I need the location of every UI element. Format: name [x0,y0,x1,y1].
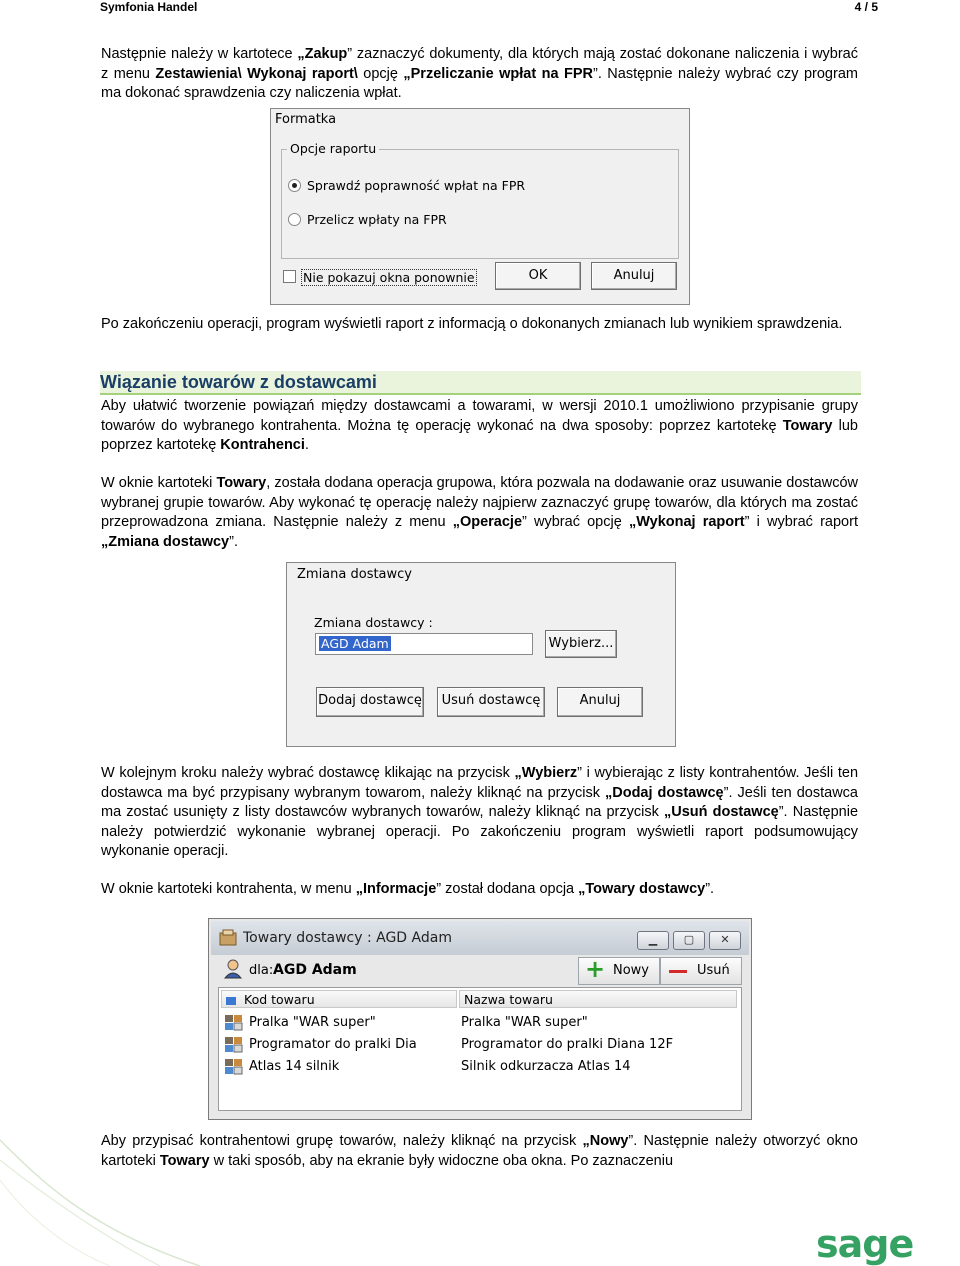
row-code: Programator do pralki Dia [249,1037,417,1052]
decorative-swoosh [0,1120,220,1266]
goods-group-icon [225,1059,243,1075]
row-name: Silnik odkurzacza Atlas 14 [461,1059,631,1074]
group-label: Opcje raportu [287,141,379,156]
goods-group-icon [225,1037,243,1053]
goods-group-icon [225,1015,243,1031]
supplier-input-value: AGD Adam [321,636,389,651]
option-check-label: Sprawdź poprawność wpłat na FPR [307,178,526,193]
plus-icon: + [585,955,606,983]
change-supplier-dialog [286,562,676,747]
dont-show-checkbox[interactable] [283,270,296,283]
page-header [100,0,878,15]
close-button[interactable] [709,931,741,950]
choose-button[interactable]: Wybierz... [545,630,617,658]
dialog-title: Zmiana dostawcy [297,567,413,582]
maximize-button[interactable] [673,931,705,950]
supplier-field-label: Zmiana dostawcy : [314,615,433,630]
dialog-title: Formatka [275,112,337,127]
paragraph-choose-supplier: W kolejnym kroku należy wybrać dostawcę klikając na przycisk „Wybierz” i wybierając z listy kontrahentów. Jeśli ten dostawca ma być przypisany wybranym towarom, należy kliknąć na przycisk „Dodaj dostawcę”. Jeśli ten dostawca ma zostać usunięty z listy dostawców wybranych towarów, należy kliknąć na przycisk „Usuń dostawcę”. Następnie należy potwierdzić wykonanie wybranej operacji. Po zakończeniu program wyświetli raport podsumowujący wykonanie operacji. [101,765,859,859]
header-title: Symfonia Handel [100,0,198,14]
remove-button[interactable]: Usuń [660,957,742,985]
table-row[interactable] [219,1012,741,1034]
new-button[interactable]: + Nowy [578,957,660,985]
page-number: 4 / 5 [854,0,878,14]
goods-list[interactable] [218,987,742,1111]
user-icon [223,959,243,979]
minimize-icon: ▁ [648,933,658,946]
row-name: Programator do pralki Diana 12F [461,1037,674,1052]
sage-logo: sage [816,1222,914,1266]
close-icon: ✕ [720,933,730,946]
supplier-input[interactable] [315,633,533,655]
remove-supplier-button[interactable]: Usuń dostawcę [437,687,545,717]
for-label: dla: [249,963,274,978]
cancel-button[interactable]: Anuluj [591,262,677,290]
radio-check-payments[interactable] [288,179,301,192]
option-recalc-label: Przelicz wpłaty na FPR [307,212,447,227]
window-app-icon [219,929,237,947]
supplier-goods-window [208,918,752,1120]
formatka-dialog [270,108,690,305]
table-row[interactable] [219,1034,741,1056]
ok-button[interactable]: OK [495,262,581,290]
paragraph-assign-group: Aby przypisać kontrahentowi grupę towarów, należy kliknąć na przycisk „Nowy”. Następnie należy otworzyć okno kartoteki Towary w taki sposób, aby na ekranie były widoczne oba okna. Po zaznaczeniu [101,1133,858,1169]
radio-recalculate-payments[interactable] [288,213,301,226]
column-header-name[interactable]: Nazwa towaru [459,990,737,1008]
select-all-icon [226,997,236,1005]
maximize-icon: ▢ [683,933,695,946]
paragraph-binding-intro: Aby ułatwić tworzenie powiązań między dostawcami a towarami, w wersji 2010.1 umożliwiono przypisanie grupy towarów do wybranego kontrahenta. Można tę operację wykonać na dwa sposoby: poprzez kartotekę Towary lub poprzez kartotekę Kontrahenci. [101,398,858,453]
paragraph-contractor-menu: W oknie kartoteki kontrahenta, w menu „Informacje” został dodana opcja „Towary dostawcy”. [101,881,715,897]
section-title: Wiązanie towarów z dostawcami [100,371,861,395]
column-header-code[interactable]: Kod towaru [221,990,457,1008]
add-supplier-button[interactable]: Dodaj dostawcę [316,687,424,717]
row-code: Atlas 14 silnik [249,1059,340,1074]
cancel-button[interactable]: Anuluj [557,687,643,717]
table-row[interactable] [219,1056,741,1078]
for-value: AGD Adam [273,962,357,978]
window-title: Towary dostawcy : AGD Adam [243,930,452,946]
window-titlebar [211,921,749,955]
paragraph-result: Po zakończeniu operacji, program wyświetli raport z informacją o dokonanych zmianach lub wynikiem sprawdzenia. [101,316,843,332]
paragraph-intro: Następnie należy w kartotece „Zakup” zaznaczyć dokumenty, dla których mają zostać dokonane naliczenia i wybrać z menu Zestawienia\ Wykonaj raport\ opcję „Przeliczanie wpłat na FPR”. Następnie należy wybrać czy program ma dokonać sprawdzenia czy naliczenia wpłat. [101,46,858,101]
row-code: Pralka "WAR super" [249,1015,376,1030]
paragraph-towary-operation: W oknie kartoteki Towary, została dodana operacja grupowa, która pozwala na dodawanie oraz usuwanie dostawców wybranej grupie towarów. Aby wykonać tę operację należy najpierw zaznaczyć grupę towarów, dla których ma zostać przeprowadzona zmiana. Następnie należy z menu „Operacje” wybrać opcję „Wykonaj raport” i wybrać raport „Zmiana dostawcy”. [101,475,858,550]
dont-show-label: Nie pokazuj okna ponownie [303,270,475,285]
minus-icon [669,970,687,973]
row-name: Pralka "WAR super" [461,1015,588,1030]
report-options-group [281,141,679,259]
minimize-button[interactable] [637,931,669,950]
